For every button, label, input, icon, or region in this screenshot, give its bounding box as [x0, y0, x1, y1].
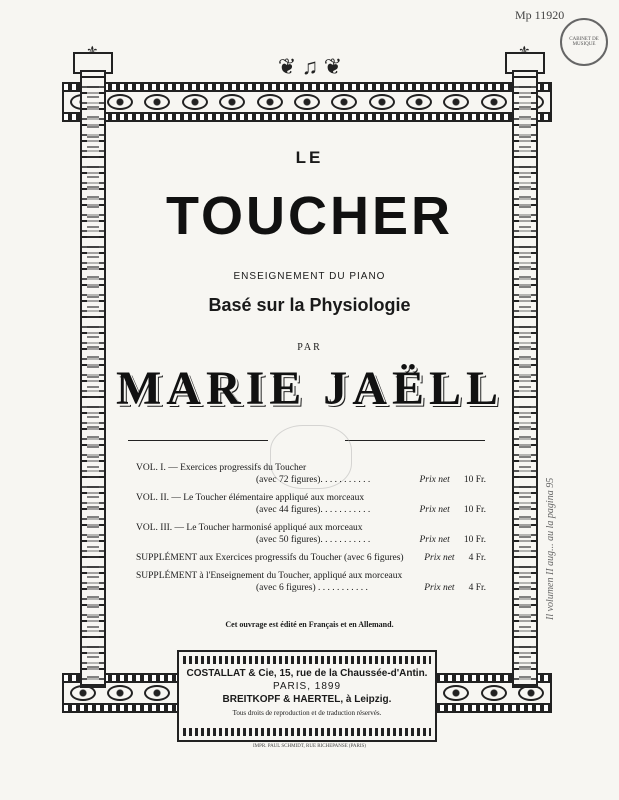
co-publisher-line: BREITKOPF & HAERTEL, à Leipzig. [222, 694, 392, 705]
rights-notice: Tous droits de reproduction et de traduction réservés. [232, 709, 382, 717]
volume-price: 10 Fr. [463, 505, 486, 515]
volume-title: VOL. II. — Le Toucher élémentaire appliqué aux morceaux [136, 493, 365, 503]
list-item [136, 552, 486, 564]
ornament-oval [144, 94, 170, 110]
author-name: MARIE JAËLL [115, 362, 504, 415]
prix-label: Prix net [419, 505, 450, 515]
volume-figures: (avec 44 figures). . . . . . . . . . . [256, 505, 371, 515]
volume-price: 10 Fr. [463, 535, 486, 545]
volume-price: 4 Fr. [468, 583, 486, 593]
volume-figures: (avec 50 figures). . . . . . . . . . . [256, 535, 371, 545]
title-article: LE [295, 148, 324, 167]
list-item [136, 462, 486, 486]
divider-rule [345, 440, 485, 441]
ornament-oval [481, 94, 507, 110]
shelfmark: Mp 11920 [515, 8, 565, 22]
divider-rule [128, 440, 268, 441]
ornament-oval [219, 94, 245, 110]
ornament-oval [144, 685, 170, 701]
printer-imprint: IMPR. PAUL SCHMIDT, RUE RICHEPANSE (PARIS) [253, 744, 366, 749]
greek-key-border [183, 728, 431, 736]
volume-title: VOL. I. — Exercices progressifs du Toucher [136, 463, 307, 473]
volume-figures: (avec 6 figures) . . . . . . . . . . . [256, 583, 368, 593]
ornament-oval [406, 94, 432, 110]
ornament-oval [294, 94, 320, 110]
basis-line: Basé sur la Physiologie [208, 295, 411, 315]
prix-label: Prix net [424, 583, 455, 593]
ornament-oval [331, 94, 357, 110]
main-title: TOUCHER [165, 186, 454, 246]
ornament-oval [481, 685, 507, 701]
prix-label: Prix net [419, 475, 450, 485]
ornament-oval [182, 94, 208, 110]
list-item [136, 492, 486, 516]
ornament-oval [107, 685, 133, 701]
ornament-oval [369, 94, 395, 110]
library-stamp: CABINET DE MUSIQUE [560, 18, 608, 66]
publisher-line: COSTALLAT & Cie, 15, rue de la Chaussée-d'Antin. [186, 668, 428, 679]
par-label: PAR [297, 342, 322, 353]
volume-price: 4 Fr. [468, 553, 486, 563]
ornament-oval [443, 94, 469, 110]
ornament-oval [257, 94, 283, 110]
volume-list [136, 462, 486, 600]
subtitle: ENSEIGNEMENT DU PIANO [233, 271, 386, 282]
volume-figures: (avec 72 figures). . . . . . . . . . . [256, 475, 371, 485]
volume-title: SUPPLÉMENT aux Exercices progressifs du Toucher (avec 6 figures) [136, 553, 404, 563]
list-item [136, 570, 486, 594]
publisher-box [177, 650, 437, 742]
volume-price: 10 Fr. [463, 475, 486, 485]
top-ornamental-band [62, 82, 552, 122]
lyre-crest-icon: ❦ ♫ ❦ [277, 54, 343, 79]
volume-title: VOL. III. — Le Toucher harmonisé appliqué aux morceaux [136, 523, 363, 533]
edition-note: Cet ouvrage est édité en Français et en Allemand. [225, 620, 394, 629]
publisher-city-year: PARIS, 1899 [272, 681, 342, 692]
ornament-oval [107, 94, 133, 110]
prix-label: Prix net [419, 535, 450, 545]
ornament-oval [443, 685, 469, 701]
pencil-annotation: Il volumen II aug... au la pagina 95 [545, 477, 556, 620]
prix-label: Prix net [424, 553, 455, 563]
greek-key-border [183, 656, 431, 664]
list-item [136, 522, 486, 546]
volume-title: SUPPLÉMENT à l'Enseignement du Toucher, appliqué aux morceaux [136, 571, 403, 581]
